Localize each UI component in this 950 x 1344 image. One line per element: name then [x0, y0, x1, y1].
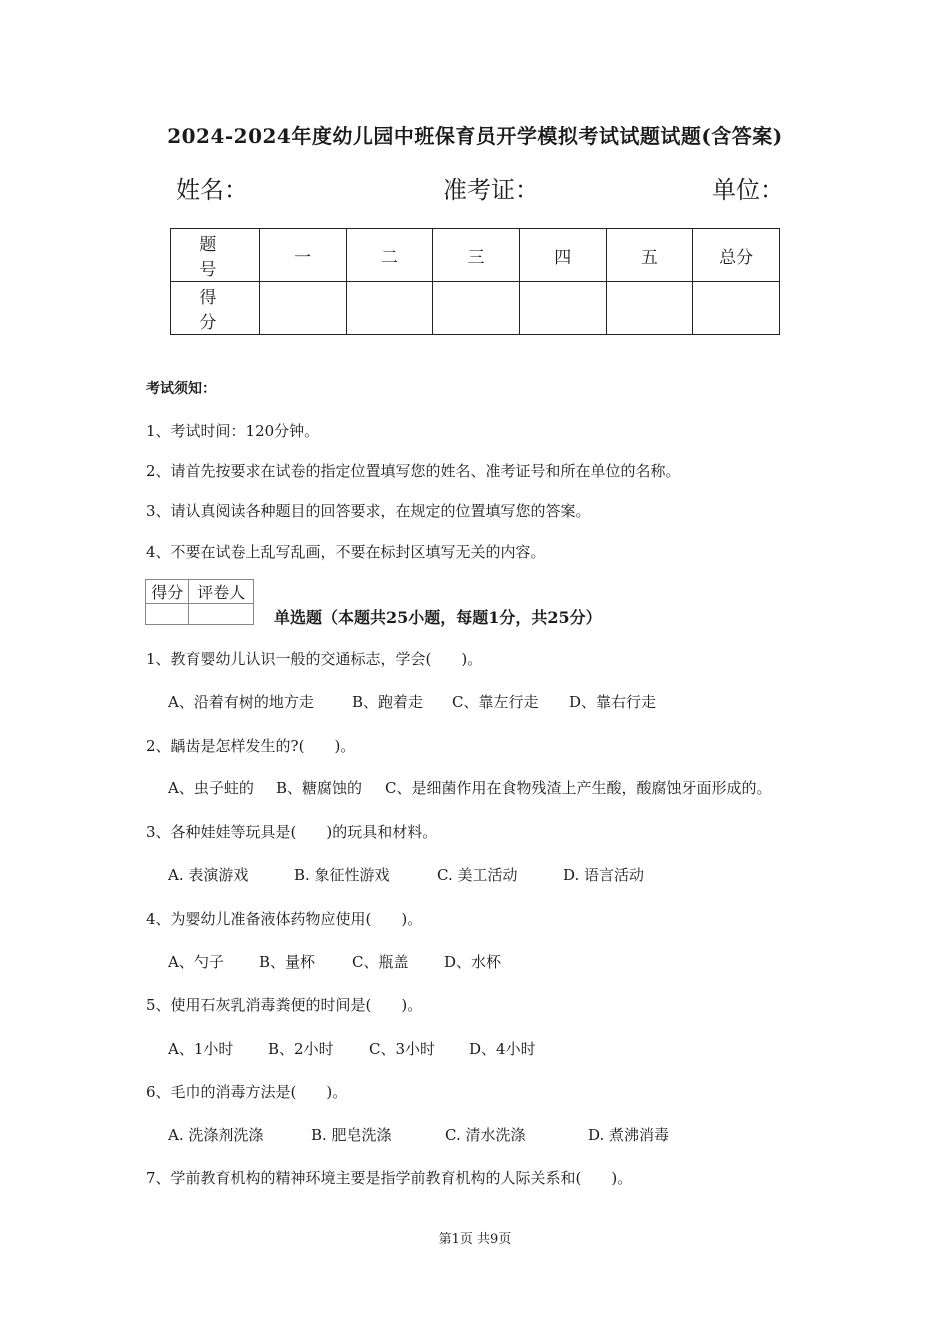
- ticket-number-label: 准考证：: [443, 176, 539, 204]
- score-table-col-5: 五: [606, 229, 693, 282]
- option: C、3小时: [369, 1040, 436, 1058]
- score-table-col-3: 三: [433, 229, 520, 282]
- question-options: [168, 777, 771, 798]
- option: B. 象征性游戏: [294, 866, 390, 884]
- score-table-col-4: 四: [519, 229, 606, 282]
- notice-title: 考试须知：: [146, 381, 216, 397]
- unit-label: 单位：: [712, 176, 784, 204]
- candidate-info-row: [0, 170, 950, 204]
- option: B、糖腐蚀的: [276, 779, 363, 797]
- score-cell: [433, 282, 520, 335]
- option: D. 语言活动: [563, 866, 645, 884]
- grader-reviewer-label: 评卷人: [189, 580, 254, 604]
- question-text: 7、学前教育机构的精神环境主要是指学前教育机构的人际关系和( )。: [146, 1169, 633, 1187]
- option: A、沿着有树的地方走: [168, 693, 314, 711]
- option: A、勺子: [168, 953, 224, 971]
- question-options: [168, 1038, 536, 1059]
- grader-score-label: 得分: [146, 580, 189, 604]
- option: A. 洗涤剂洗涤: [168, 1126, 264, 1144]
- option: A. 表演游戏: [168, 866, 249, 884]
- section-title: 单选题（本题共25小题，每题1分，共25分）: [274, 608, 602, 627]
- score-cell: [259, 282, 346, 335]
- option: B、量杯: [259, 953, 316, 971]
- question-text: 4、为婴幼儿准备液体药物应使用( )。: [146, 910, 423, 928]
- option: A、1小时: [168, 1040, 234, 1058]
- option: A、虫子蛀的: [168, 779, 254, 797]
- option: D、靠右行走: [569, 693, 657, 711]
- grader-score-cell: [146, 604, 189, 625]
- option: B. 肥皂洗涤: [311, 1126, 392, 1144]
- question-text: 2、龋齿是怎样发生的?( )。: [146, 737, 356, 755]
- grader-reviewer-cell: [189, 604, 254, 625]
- question-options: [168, 864, 644, 885]
- option: C、靠左行走: [452, 693, 539, 711]
- name-label: 姓名：: [176, 176, 248, 204]
- question-text: 1、教育婴幼儿认识一般的交通标志，学会( )。: [146, 650, 483, 668]
- score-table-col-2: 二: [346, 229, 433, 282]
- score-cell: [346, 282, 433, 335]
- notice-item: 1、考试时间：120分钟。: [146, 422, 320, 440]
- question-text: 5、使用石灰乳消毒粪便的时间是( )。: [146, 996, 423, 1014]
- notice-item: 3、请认真阅读各种题目的回答要求，在规定的位置填写您的答案。: [146, 502, 591, 520]
- option: C. 美工活动: [437, 866, 518, 884]
- score-cell-total: [693, 282, 780, 335]
- option: D、水杯: [444, 953, 502, 971]
- score-table-header-row: [171, 229, 780, 282]
- option: D. 煮沸消毒: [588, 1126, 670, 1144]
- option: B、2小时: [268, 1040, 334, 1058]
- grader-box: [145, 579, 254, 625]
- question-text: 6、毛巾的消毒方法是( )。: [146, 1083, 348, 1101]
- score-table: [170, 228, 780, 335]
- option: C、瓶盖: [352, 953, 409, 971]
- score-cell: [519, 282, 606, 335]
- option: C. 清水洗涤: [445, 1126, 526, 1144]
- score-table-col-1: 一: [259, 229, 346, 282]
- option: C、是细菌作用在食物残渣上产生酸，酸腐蚀牙面形成的。: [385, 779, 772, 797]
- page-footer: 第1页 共9页: [438, 1232, 512, 1247]
- question-text: 3、各种娃娃等玩具是( )的玩具和材料。: [146, 823, 438, 841]
- question-options: [168, 691, 656, 712]
- score-cell: [606, 282, 693, 335]
- question-options: [168, 1124, 669, 1145]
- notice-item: 4、不要在试卷上乱写乱画，不要在标封区填写无关的内容。: [146, 543, 546, 561]
- score-table-header-label: 题 号: [171, 229, 260, 282]
- option: D、4小时: [469, 1040, 536, 1058]
- page-title: 2024-2024年度幼儿园中班保育员开学模拟考试试题试题(含答案): [167, 124, 783, 148]
- notice-item: 2、请首先按要求在试卷的指定位置填写您的姓名、准考证号和所在单位的名称。: [146, 462, 681, 480]
- score-table-row-label: 得 分: [171, 282, 260, 335]
- score-table-score-row: [171, 282, 780, 335]
- question-options: [168, 951, 501, 972]
- option: B、跑着走: [352, 693, 424, 711]
- score-table-col-total: 总分: [693, 229, 780, 282]
